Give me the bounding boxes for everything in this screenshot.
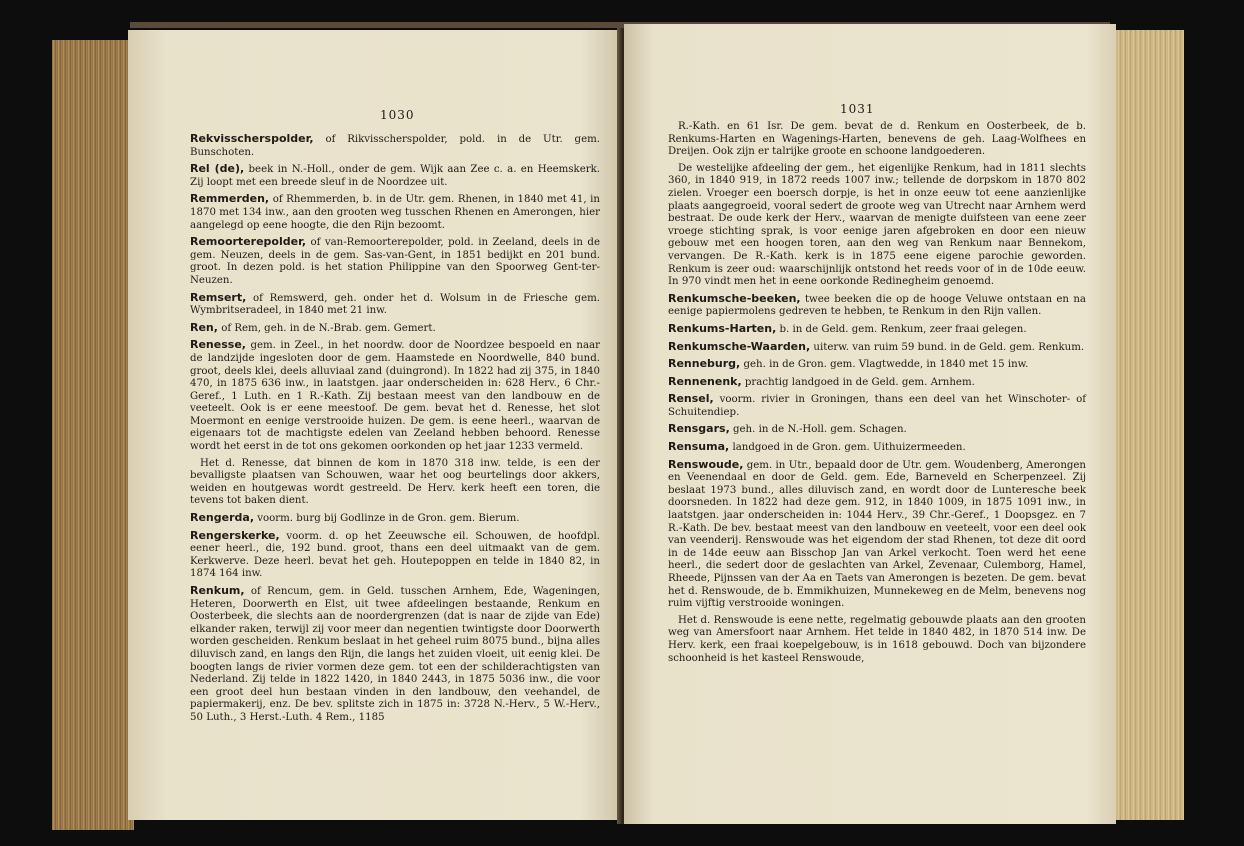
dictionary-entry <box>190 339 600 453</box>
entry-text: b. in de Geld. gem. Renkum, zeer fraai gelegen. <box>776 323 1027 335</box>
dictionary-entry <box>668 341 1086 355</box>
dictionary-entry <box>190 193 600 232</box>
entry-headword: Rel (de), <box>190 162 245 176</box>
dictionary-entry <box>190 458 600 508</box>
right-text-column <box>668 121 1086 669</box>
dictionary-entry <box>668 163 1086 289</box>
entry-headword: Renkumsche-Waarden, <box>668 339 811 353</box>
entry-headword: Renneburg, <box>668 357 741 371</box>
entry-headword: Remmerden, <box>190 192 270 206</box>
entry-text: of van-Remoorterepolder, pold. in Zeeland, deels in de gem. Neuzen, deels in de gem. Sas-van-Gent, in 1851 bedijkt en 201 bund. groot. In dezen pold. is het station Philippine van den Spoorweg Gent-ter-Neuzen. <box>190 237 600 286</box>
entry-headword: Renkums-Harten, <box>668 321 777 335</box>
dictionary-entry <box>190 133 600 159</box>
dictionary-entry <box>190 585 600 725</box>
entry-headword: Rennenenk, <box>668 374 742 388</box>
entry-headword: Ren, <box>190 320 218 334</box>
entry-text: voorm. burg bij Godlinze in de Gron. gem. Bierum. <box>254 513 520 525</box>
dictionary-entry <box>190 236 600 287</box>
entry-headword: Rengerda, <box>190 511 254 525</box>
dictionary-entry <box>190 322 600 336</box>
entry-text: Het d. Renesse, dat binnen de kom in 1870 318 inw. telde, is een der bevalligste plaatsen van Schouwen, waar het oog beurtelings door akkers, weiden en houtgewas wordt gestreeld. De Herv. kerk heeft een toren, die tevens tot baken dient. <box>190 457 600 507</box>
entry-text: voorm. rivier in Groningen, thans een deel van het Winschoter- of Schuitendiep. <box>668 394 1086 418</box>
entry-text: geh. in de N.-Holl. gem. Schagen. <box>729 424 907 436</box>
entry-headword: Renswoude, <box>668 457 744 471</box>
entry-headword: Remoorterepolder, <box>190 235 307 249</box>
entry-text: of Rikvisscherspolder, pold. in de Utr. gem. Bunschoten. <box>190 134 600 158</box>
entry-text: of Rencum, gem. in Geld. tusschen Arnhem, Ede, Wageningen, Heteren, Doorwerth en Elst, uit twee afdeelingen bestaande, Renkum en Oosterbeek, die slechts aan de noordergrenzen (dat is naar de zijde van Ede) elkander raken, terwijl zij voor meer dan negentien twintigste door Doorwerth worden gescheiden. Renkum beslaat in het geheel ruim 8075 bund., bijna alles diluvisch zand, en langs den Rijn, die langs het zuiden vloeit, uit eenig klei. De boogten langs de rivier vormen deze gem. tot een der schilderachtigsten van Nederland. Zij telde in 1822 1420, in 1840 2443, in 1875 5036 inw., die voor een groot deel hun bestaan vinden in den landbouw, den veehandel, de papiermakerij, enz. De bev. splitste zich in 1875 in: 3728 N.-Herv., 5 W.-Herv., 50 Luth., 3 Herst.-Luth. 4 Rem., 1185 <box>190 586 600 723</box>
dictionary-entry <box>668 615 1086 665</box>
entry-text: R.-Kath. en 61 Isr. De gem. bevat de d. Renkum en Oosterbeek, de b. Renkums-Harten en Wagenings-Harten, benevens de geh. Laag-Wolfhees en Dreijen. Ook zijn er talrijke groote en schoone landgoederen. <box>668 121 1086 158</box>
entry-text: of Rem, geh. in de N.-Brab. gem. Gemert. <box>217 322 436 334</box>
entry-headword: Remsert, <box>190 290 247 304</box>
dictionary-entry <box>668 293 1086 319</box>
page-number: 1030 <box>380 108 415 122</box>
dictionary-entry <box>668 393 1086 419</box>
entry-text: twee beeken die op de hooge Veluwe ontstaan en na eenige papiermolens gedreven te hebben, te Renkum in den Rijn vallen. <box>668 293 1086 318</box>
dictionary-entry <box>668 323 1086 337</box>
entry-headword: Rengerskerke, <box>190 528 280 542</box>
entry-text: Het d. Renswoude is eene nette, regelmatig gebouwde plaats aan den grooten weg van Amersfoort naar Arnhem. Het telde in 1840 482, in 1870 514 inw. De Herv. kerk, een fraai koepelgebouw, is in 1618 gebouwd. Doch van bijzondere schoonheid is het kasteel Renswoude, <box>668 614 1086 664</box>
entry-text: beek in N.-Holl., onder de gem. Wijk aan Zee c. a. en Heemskerk. Zij loopt met een breede sleuf in de Noordzee uit. <box>190 164 601 188</box>
entry-headword: Rensel, <box>668 392 714 406</box>
dictionary-entry <box>668 423 1086 437</box>
entry-text: voorm. d. op het Zeeuwsche eil. Schouwen, de hoofdpl. eener heerl., die, 192 bund. groot, thans een deel uitmaakt van de gem. Kerkwerve. Deze heerl. bevat het geh. Houtepoppen en telde in 1840 82, in 1874 164 inw. <box>190 530 600 580</box>
entry-text: geh. in de Gron. gem. Vlagtwedde, in 1840 met 15 inw. <box>740 359 1029 371</box>
dictionary-entry <box>668 358 1086 372</box>
dictionary-entry <box>668 441 1086 455</box>
left-text-column <box>190 133 600 729</box>
entry-text: landgoed in de Gron. gem. Uithuizermeeden. <box>729 442 966 454</box>
book-page-edges-left <box>52 40 134 830</box>
entry-headword: Renesse, <box>190 338 246 352</box>
entry-text: De westelijke afdeeling der gem., het eigenlijke Renkum, had in 1811 slechts 360, in 1840 919, in 1872 reeds 1007 inw.; tellende de dorpskom in 1870 802 zielen. Vroeger een boersch dorpje, is het in onze eeuw tot eene aanzienlijke plaats aangegroeid, vooral sedert de groote weg van Utrecht naar Arnhem werd bestraat. De oude kerk der Herv., waarvan de menigte duifsteen van eene zeer vroege stichting sprak, is voor eenige jaren afgebroken en door een nieuw gebouw met een hoogen toren, aan den weg van Renkum naar Bennekom, vervangen. De R.-Kath. kerk is in 1875 eene eigene parochie geworden. Renkum is zeer oud: waarschijnlijk ontstond het reeds voor of in de 10de eeuw. In 970 vindt men het in eene oorkonde Redinegheim genoemd. <box>668 162 1086 288</box>
entry-headword: Rensuma, <box>668 440 730 454</box>
entry-text: of Remswerd, geh. onder het d. Wolsum in de Friesche gem. Wymbritseradeel, in 1840 met 21 inw. <box>190 292 600 317</box>
entry-text: uiterw. van ruim 59 bund. in de Geld. gem. Renkum. <box>810 341 1085 353</box>
page-number: 1031 <box>840 102 875 116</box>
dictionary-entry <box>668 376 1086 390</box>
entry-text: gem. in Zeel., in het noordw. door de Noordzee bespoeld en naar de landzijde ingesloten door de gem. Haamstede en Noordwelle, 840 bund. groot, deels klei, deels alluviaal zand (duingrond). In 1822 had zij 375, in 1840 470, in 1875 636 inw., in laatstgen. jaar onderscheiden in: 628 Herv., 6 Chr.-Geref., 1 Luth. en 1 R.-Kath. Zij bestaan meest van den landbouw en de veeteelt. Ook is er eene meestoof. De gem. bevat het d. Renesse, het slot Moermont en eenige verstrooide huizen. De gem. is eene heerl., waarvan de eigenaars tot de machtigste edelen van Zeeland hebben behoord. Renesse wordt het eerst in de tot ons gekomen oorkonden op het jaar 1233 vermeld. <box>190 340 600 453</box>
book-page-edges-right <box>1112 30 1184 820</box>
entry-headword: Rensgars, <box>668 422 730 436</box>
dictionary-entry <box>190 292 600 318</box>
dictionary-entry <box>668 121 1086 159</box>
entry-text: of Rhemmerden, b. in de Utr. gem. Rhenen, in 1840 met 41, in 1870 met 134 inw., aan den grooten weg tusschen Rhenen en Amerongen, hier aangelegd op eene hoogte, die den Rijn bezoomt. <box>190 194 600 231</box>
entry-text: gem. in Utr., bepaald door de Utr. gem. Woudenberg, Amerongen en Veenendaal en door de Geld. gem. Ede, Barneveld en Scherpenzeel. Zij beslaat 1973 bund., alles diluvisch zand, en wordt door de Lunteresche beek doorsneden. In 1822 had deze gem. 912, in 1840 1009, in 1875 1091 inw., in laatstgen. jaar onderscheiden in: 1044 Herv., 39 Chr.-Geref., 1 Doopsgez. en 7 R.-Kath. De bev. bestaat meest van den landbouw en veeteelt, voor een deel ook van veenderij. Renswoude was het eigendom der stad Rhenen, tot deze dit oord in de 14de eeuw aan Bisschop Jan van Arkel verkocht. Toen werd het eene heerl., die sedert door de geslachten van Arkel, Zevenaar, Culemborg, Hamel, Rheede, Pijnssen van der Aa en Taets van Amerongen is bezeten. De gem. bevat het d. Renswoude, de b. Emmikhuizen, Munnekeweg en de Melm, benevens nog ruim vijftig verstrooide woningen. <box>668 459 1086 610</box>
right-page <box>624 24 1116 824</box>
entry-headword: Renkum, <box>190 584 245 597</box>
dictionary-entry <box>190 530 600 581</box>
dictionary-entry <box>668 459 1086 611</box>
entry-headword: Rekvisscherspolder, <box>190 132 314 145</box>
entry-text: prachtig landgoed in de Geld. gem. Arnhem. <box>741 376 975 388</box>
dictionary-entry <box>190 163 600 189</box>
entry-headword: Renkumsche-beeken, <box>668 291 801 305</box>
dictionary-entry <box>190 512 600 526</box>
left-page <box>128 30 620 820</box>
